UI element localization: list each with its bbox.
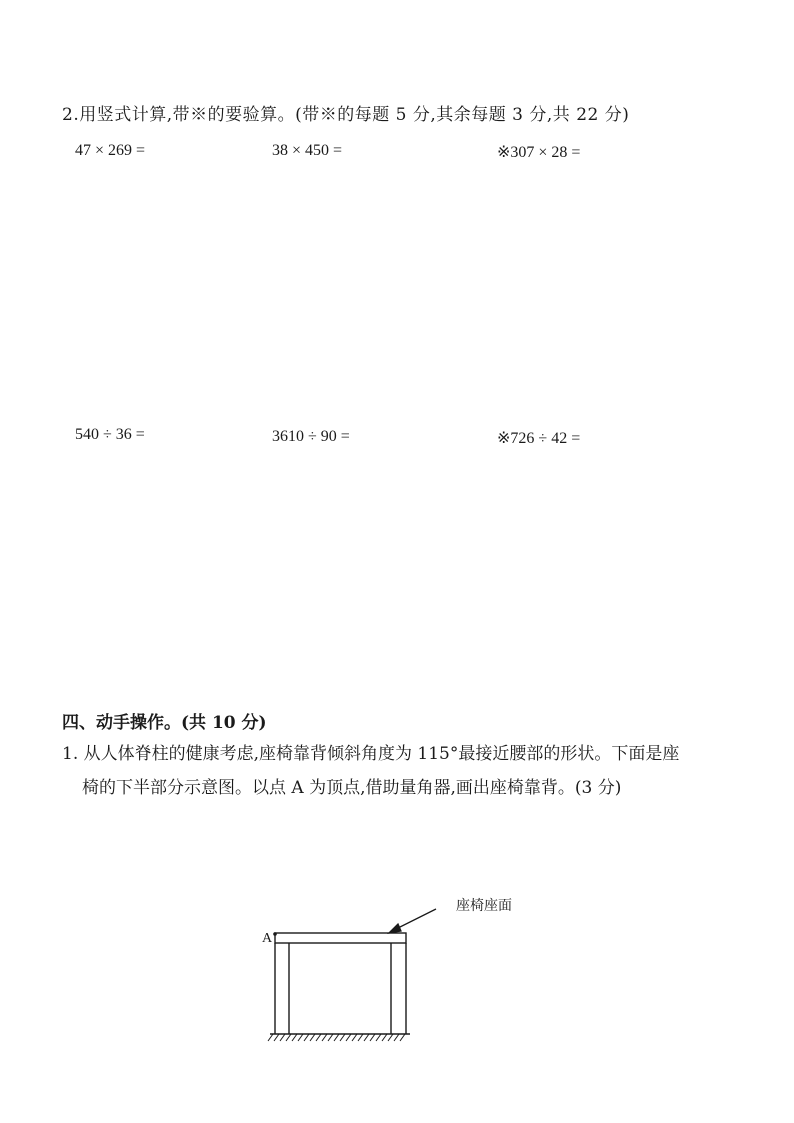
hatch-mark	[280, 1034, 285, 1041]
seat-arrow	[389, 909, 436, 933]
hatch-mark	[268, 1034, 273, 1041]
problem-2: 38 × 450 =	[272, 142, 343, 159]
hatch-mark	[292, 1034, 297, 1041]
hatch-mark	[322, 1034, 327, 1041]
problem-5: 3610 ÷ 90 =	[272, 428, 350, 445]
hatch-mark	[388, 1034, 393, 1041]
hatch-mark	[340, 1034, 345, 1041]
hatch-mark	[400, 1034, 405, 1041]
hatch-mark	[358, 1034, 363, 1041]
question-4-1-line-1: 1. 从人体脊柱的健康考虑,座椅靠背倾斜角度为 115°最接近腰部的形状。下面是座	[62, 744, 680, 764]
section-4-title: 四、动手操作。(共 10 分)	[62, 713, 267, 733]
question-2-title: 2.用竖式计算,带※的要验算。(带※的每题 5 分,其余每题 3 分,共 22 分)	[62, 105, 630, 125]
ground-hatching	[268, 1034, 405, 1041]
problem-3: ※307 × 28 =	[497, 144, 581, 161]
question-4-1-line-2: 椅的下半部分示意图。以点 A 为顶点,借助量角器,画出座椅靠背。(3 分)	[82, 778, 622, 798]
problem-1: 47 × 269 =	[75, 142, 146, 159]
hatch-mark	[274, 1034, 279, 1041]
hatch-mark	[364, 1034, 369, 1041]
hatch-mark	[334, 1034, 339, 1041]
problem-4: 540 ÷ 36 =	[75, 426, 145, 443]
hatch-mark	[310, 1034, 315, 1041]
hatch-mark	[298, 1034, 303, 1041]
hatch-mark	[376, 1034, 381, 1041]
hatch-mark	[304, 1034, 309, 1041]
problem-6: ※726 ÷ 42 =	[497, 430, 581, 447]
chair-seat	[275, 933, 406, 943]
chair-legs	[275, 943, 406, 1034]
hatch-mark	[316, 1034, 321, 1041]
hatch-mark	[382, 1034, 387, 1041]
hatch-mark	[328, 1034, 333, 1041]
hatch-mark	[352, 1034, 357, 1041]
hatch-mark	[370, 1034, 375, 1041]
point-a-dot	[273, 932, 277, 936]
hatch-mark	[286, 1034, 291, 1041]
point-a-label: A	[262, 931, 273, 946]
hatch-mark	[394, 1034, 399, 1041]
seat-surface-label: 座椅座面	[456, 898, 512, 914]
hatch-mark	[346, 1034, 351, 1041]
